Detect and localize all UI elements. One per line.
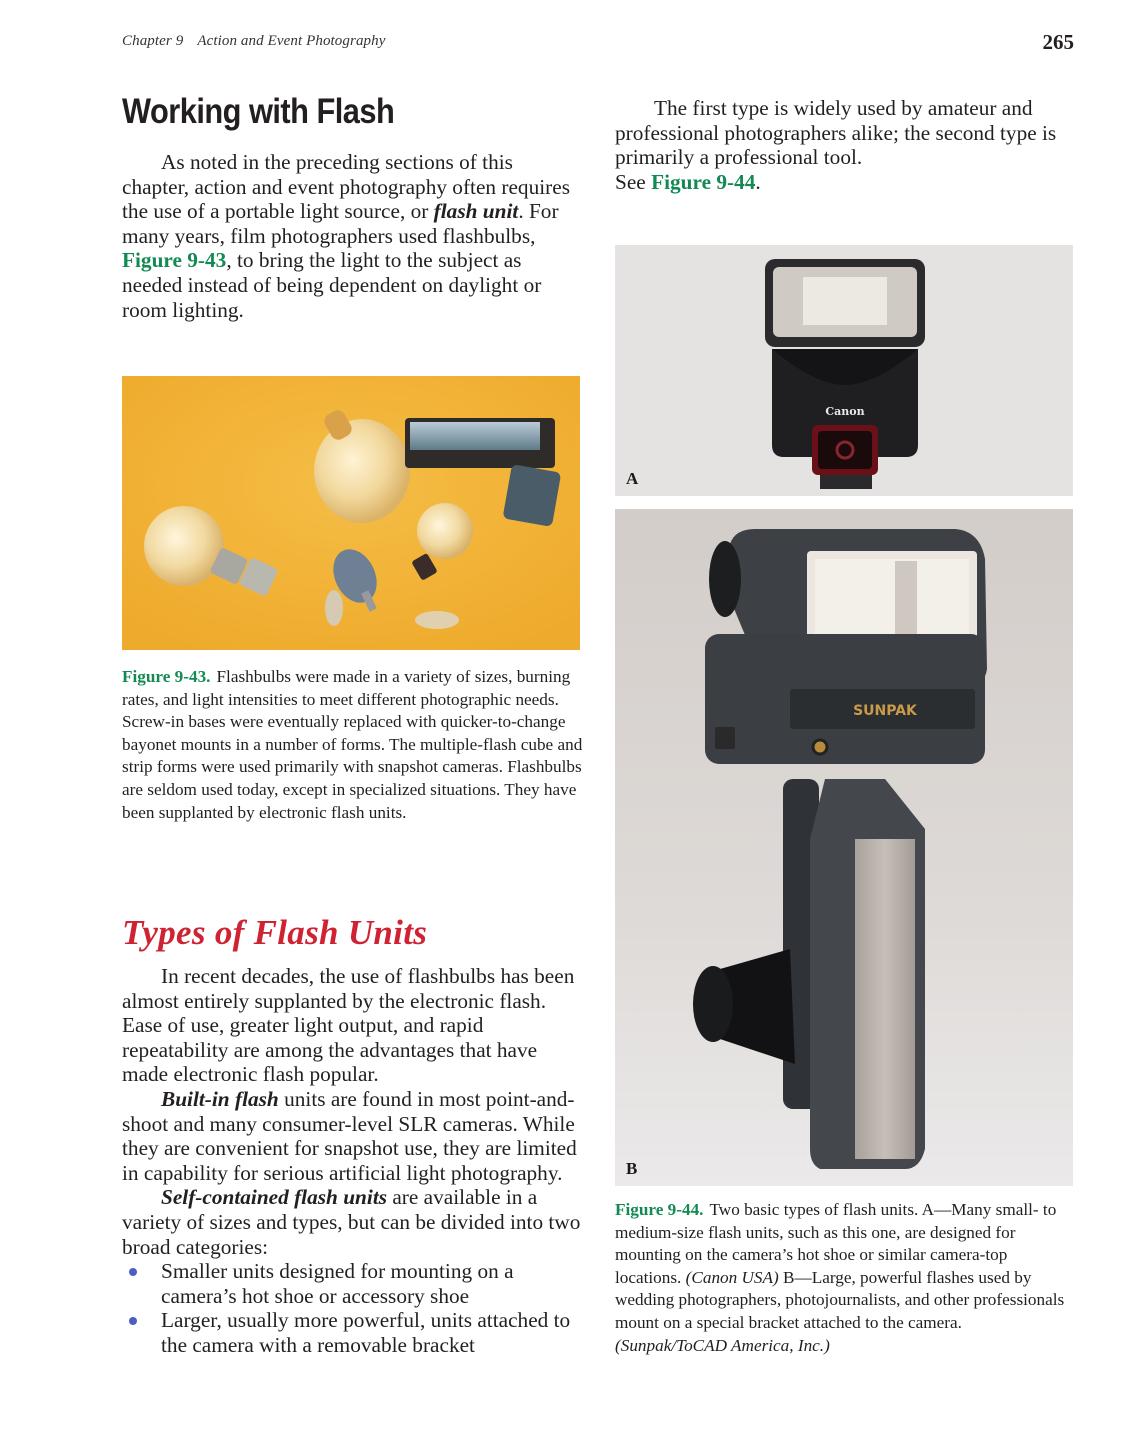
list-item: Larger, usually more powerful, units attached to the camera with a removable bracket <box>122 1308 584 1357</box>
running-head <box>122 33 386 50</box>
right-column-paragraph: The first type is widely used by amateur and professional photographers alike; the second type is primarily a professional tool. See Figure 9-44. <box>615 96 1057 194</box>
credit-sunpak: (Sunpak/ToCAD America, Inc.) <box>615 1335 830 1355</box>
canon-flash-image <box>615 245 1073 496</box>
figure-9-44-photo-a <box>615 245 1073 496</box>
figure-9-43-caption: Figure 9-43. Flashbulbs were made in a variety of sizes, burning rates, and light intensities to meet different photographic needs. Screw-in bases were eventually replaced with quicker-to-change bayonet mounts in a number of forms. The multiple-flash cube and strip forms were used primarily with snapshot cameras. Flashbulbs are seldom used today, except in specialized situations. They have been supplanted by electronic flash units. <box>122 667 583 822</box>
section-heading-working-with-flash: Working with Flash <box>122 92 395 131</box>
paragraph-electronic-flash: In recent decades, the use of flashbulbs has been almost entirely supplanted by the electronic flash. Ease of use, greater light output, and rapid repeatability are among the advantages that have made electronic flash popular. <box>122 964 575 1087</box>
term-self-contained: Self-contained flash units <box>161 1185 388 1210</box>
figure-9-43-link[interactable]: Figure 9-43 <box>122 248 227 273</box>
credit-canon: (Canon USA) <box>685 1267 779 1287</box>
canon-logo: Canon <box>825 405 865 418</box>
flash-categories-list <box>122 1259 584 1357</box>
sunpak-flash-image <box>615 509 1073 1186</box>
intro-paragraph: As noted in the preceding sections of this chapter, action and event photography often requires the use of a portable light source, or flash unit. For many years, film photographers used flashbulbs, Figure 9-43, to bring the light to the subject as needed instead of being dependent on daylight or room lighting. <box>122 150 570 322</box>
bullet-icon <box>129 1317 137 1325</box>
figure-9-44-label: Figure 9-44. <box>615 1200 704 1219</box>
sunpak-logo: SUNPAK <box>853 703 917 719</box>
types-body <box>122 964 584 1358</box>
figure-9-43-photo <box>122 376 580 650</box>
term-flash-unit: flash unit <box>433 199 519 224</box>
list-item: Smaller units designed for mounting on a camera’s hot shoe or accessory shoe <box>122 1259 584 1308</box>
figure-9-44-caption: Figure 9-44. Two basic types of flash units. A—Many small- to medium-size flash units, such as this one, are designed for mounting on the camera’s hot shoe or similar camera-top locations. (Canon USA) B—Large, powerful flashes used by wedding photographers, photojournalists, and other professionals mount on a special bracket attached to the camera. (Sunpak/ToCAD America, Inc.) <box>615 1200 1065 1355</box>
term-built-in-flash: Built-in flash <box>161 1086 279 1111</box>
bullet-icon <box>129 1268 137 1276</box>
figure-9-43-label: Figure 9-43. <box>122 667 211 686</box>
section-heading-types-of-flash-units: Types of Flash Units <box>122 913 428 952</box>
figure-9-44-photo-b <box>615 509 1073 1186</box>
flashbulbs-image <box>122 376 580 650</box>
chapter-title: Action and Event Photography <box>197 33 386 49</box>
paragraph-built-in-flash: Built-in flash units are found in most point-and-shoot and many consumer-level SLR cameras. While they are convenient for snapshot use, they are limited in capability for serious artificial light photography. <box>122 1086 577 1185</box>
chapter-number: Chapter 9 <box>122 33 184 49</box>
figure-9-44-link[interactable]: Figure 9-44 <box>651 169 756 194</box>
page-number: 265 <box>1042 30 1074 54</box>
photo-b-label: B <box>626 1159 638 1178</box>
paragraph-self-contained: Self-contained flash units are available in a variety of sizes and types, but can be divided into two broad categories: <box>122 1185 581 1259</box>
photo-a-label: A <box>626 469 639 488</box>
